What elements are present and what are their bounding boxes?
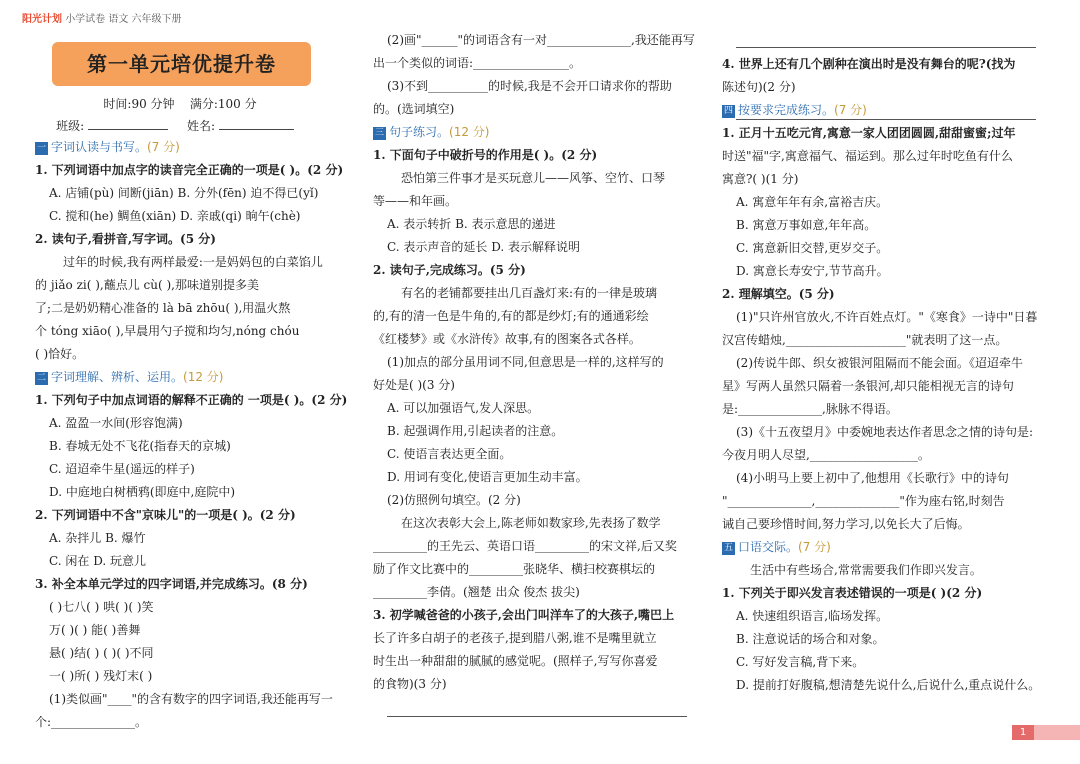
- question-text: 1. 下面句子中破折号的作用是( )。(2 分): [373, 148, 598, 162]
- text-line: A. 快速组织语言,临场发挥。: [736, 609, 889, 623]
- text-line: D. 用词有变化,使语言更加生动丰富。: [387, 470, 588, 484]
- section-number: 一: [36, 143, 46, 153]
- section-number: 四: [723, 106, 733, 116]
- column-2: [373, 29, 693, 696]
- text-line: 陈述句)(2 分): [722, 80, 796, 94]
- exam-meta: [0, 95, 360, 112]
- section-title: 字词理解、辨析、运用。: [51, 370, 184, 384]
- text-line: C. 迢迢牵牛星(遥远的样子): [49, 462, 195, 476]
- column-1: [35, 136, 355, 734]
- text-line: ( )恰好。: [35, 347, 85, 361]
- section-points: (12 分): [449, 125, 490, 139]
- text-line: C. 写好发言稿,背下来。: [736, 655, 865, 669]
- text-line: B. 起强调作用,引起读者的注意。: [387, 424, 564, 438]
- text-line: (4)小明马上要上初中了,他想用《长歌行》中的诗句: [736, 471, 1009, 485]
- text-line: 过年的时候,我有两样最爱:一是妈妈包的白菜馅儿: [63, 255, 323, 269]
- page-number-badge: [1012, 725, 1080, 740]
- text-line: 有名的老铺都要挂出几百盏灯来:有的一律是玻璃: [401, 286, 658, 300]
- text-line: 的食物)(3 分): [373, 677, 447, 691]
- question-text: 1. 下列词语中加点字的读音完全正确的一项是( )。(2 分): [35, 163, 344, 177]
- class-label: 班级:: [56, 119, 85, 133]
- student-info: [0, 117, 355, 134]
- text-line: (1)"只许州官放火,不许百姓点灯。"《寒食》一诗中"日暮: [736, 310, 1038, 324]
- section-heading: [35, 136, 355, 159]
- question-text: 3. 补全本单元学过的四字词语,并完成练习。(8 分): [35, 577, 308, 591]
- text-line: A. 杂拌儿 B. 爆竹: [49, 531, 146, 545]
- text-line: C. 闲在 D. 玩意儿: [49, 554, 147, 568]
- text-line: 在这次表彰大会上,陈老师如数家珍,先表扬了数学: [401, 516, 661, 530]
- page-number: 1: [1012, 725, 1034, 740]
- text-line: A. 可以加强语气,发人深思。: [387, 401, 540, 415]
- text-line: (3)不到__________的时候,我是不会开口请求你的帮助: [387, 79, 672, 93]
- text-line: 等——和年画。: [373, 194, 458, 208]
- text-line: (2)仿照例句填空。(2 分): [387, 493, 521, 507]
- question-text: 3. 初学喊爸爸的小孩子,会出门叫洋车了的大孩子,嘴巴上: [373, 608, 675, 622]
- text-line: 了;二是奶奶精心准备的 là bā zhōu( ),用温火熬: [35, 301, 291, 315]
- question-text: 1. 下列句子中加点词语的解释不正确的 一项是( )。(2 分): [35, 393, 348, 407]
- text-line: _________李倩。(翘楚 出众 俊杰 拔尖): [373, 585, 580, 599]
- text-line: (2)画"______"的词语含有一对______________,我还能再写: [387, 33, 695, 47]
- question-text: 2. 理解填空。(5 分): [722, 287, 835, 301]
- text-line: D. 寓意长寿安宁,节节高升。: [736, 264, 889, 278]
- header-text: 小学试卷 语文 六年级下册: [65, 14, 182, 25]
- text-line: 时送"福"字,寓意福气、福运到。那么过年时吃鱼有什么: [722, 149, 1013, 163]
- text-line: _________的王先云、英语口语_________的宋文祥,后又奖: [373, 539, 677, 553]
- text-line: B. 春城无处不飞花(指春天的京城): [49, 439, 231, 453]
- text-line: D. 提前打好腹稿,想清楚先说什么,后说什么,重点说什么。: [736, 678, 1041, 692]
- text-line: 星》写两人虽然只隔着一条银河,却只能相视无言的诗句: [722, 379, 1014, 393]
- text-line: B. 寓意万事如意,年年高。: [736, 218, 877, 232]
- text-line: C. 使语言表达更全面。: [387, 447, 512, 461]
- text-line: 汉宫传蜡烛,____________________"就表明了这一点。: [722, 333, 1008, 347]
- text-line: 恐怕第三件事才是买玩意儿——风筝、空竹、口琴: [401, 171, 666, 185]
- text-line: "______________,______________"作为座右铭,时刻告: [722, 494, 1005, 508]
- text-line: A. 寓意年年有余,富裕吉庆。: [736, 195, 889, 209]
- section-heading: [722, 536, 1042, 559]
- text-line: C. 寓意新旧交替,更岁交子。: [736, 241, 889, 255]
- text-line: A. 盈盈一水间(形容饱满): [49, 416, 183, 430]
- question-text: 1. 下列关于即兴发言表述错误的一项是( )(2 分): [722, 586, 983, 600]
- text-line: 好处是( )(3 分): [373, 378, 455, 392]
- question-text: 4. 世界上还有几个剧种在演出时是没有舞台的呢?(找为: [722, 57, 1016, 71]
- section-title: 按要求完成练习。: [738, 103, 835, 117]
- text-line: 长了许多白胡子的老孩子,提到腊八粥,谁不是嘴里就立: [373, 631, 657, 645]
- section-points: (7 分): [834, 103, 867, 117]
- text-line: 诫自己要珍惜时间,努力学习,以免长大了后悔。: [722, 517, 970, 531]
- question-text: 2. 读句子,完成练习。(5 分): [373, 263, 526, 277]
- name-field[interactable]: [219, 129, 294, 130]
- text-line: 一( )所( ) 残灯末( ): [49, 669, 153, 683]
- section-title: 句子练习。: [389, 125, 450, 139]
- text-line: 悬( )结( ) ( )( )不同: [49, 646, 154, 660]
- text-line: 《红楼梦》或《水浒传》故事,有的图案各式各样。: [373, 332, 641, 346]
- text-line: 出一个类似的词语:________________。: [373, 56, 582, 70]
- section-number: 二: [36, 373, 46, 383]
- text-line: (3)《十五夜望月》中委婉地表达作者思念之情的诗句是:: [736, 425, 1034, 439]
- text-line: 的 jiǎo zi( ),蘸点儿 cù( ),那味道别提多美: [35, 278, 259, 292]
- text-line: 时生出一种甜甜的腻腻的感觉呢。(照样子,写写你喜爱: [373, 654, 658, 668]
- question-text: 2. 下列词语中不含"京味儿"的一项是( )。(2 分): [35, 508, 296, 522]
- section-number: 三: [374, 128, 384, 138]
- section-points: (7 分): [147, 140, 180, 154]
- time-info: 时间:90 分钟: [103, 97, 175, 111]
- text-line: 励了作文比赛中的_________张晓华、横扫校赛棋坛的: [373, 562, 656, 576]
- section-points: (12 分): [183, 370, 224, 384]
- text-line: 的,有的清一色是牛角的,有的都是纱灯;有的通通彩绘: [373, 309, 649, 323]
- question-text: 2. 读句子,看拼音,写字词。(5 分): [35, 232, 216, 246]
- text-line: 是:______________,脉脉不得语。: [722, 402, 898, 416]
- text-line: A. 表示转折 B. 表示意思的递进: [387, 217, 556, 231]
- section-points: (7 分): [798, 540, 831, 554]
- text-line: 生活中有些场合,常常需要我们作即兴发言。: [750, 563, 982, 577]
- text-line: (1)加点的部分虽用词不同,但意思是一样的,这样写的: [387, 355, 664, 369]
- section-number: 五: [723, 543, 733, 553]
- question-text: 1. 正月十五吃元宵,寓意一家人团团圆圆,甜甜蜜蜜;过年: [722, 126, 1016, 140]
- score-info: 满分:100 分: [189, 97, 257, 111]
- text-line: 万( )( ) 能( )善舞: [49, 623, 141, 637]
- answer-line[interactable]: [736, 47, 1036, 48]
- text-line: (1)类似画"____"的含有数字的四字词语,我还能再写一: [49, 692, 333, 706]
- text-line: (2)传说牛郎、织女被银河阻隔而不能会面。《迢迢牵牛: [736, 356, 1024, 370]
- text-line: A. 店铺(pù) 间断(jiān) B. 分外(fēn) 迫不得已(yǐ): [49, 186, 319, 200]
- brand-logo: 阳光计划: [22, 14, 62, 25]
- section-title: 口语交际。: [738, 540, 799, 554]
- text-line: 的。(选词填空): [373, 102, 455, 116]
- class-field[interactable]: [88, 129, 168, 130]
- column-3: [722, 53, 1042, 697]
- text-line: D. 中庭地白树栖鸦(即庭中,庭院中): [49, 485, 236, 499]
- name-label: 姓名:: [187, 119, 216, 133]
- page-header: [22, 10, 182, 25]
- text-line: B. 注意说话的场合和对象。: [736, 632, 885, 646]
- text-line: ( )七八( ) 哄( )( )笑: [49, 600, 154, 614]
- answer-line[interactable]: [387, 716, 687, 717]
- text-line: 今夜月明人尽望,__________________。: [722, 448, 930, 462]
- page-title: 第一单元培优提升卷: [52, 42, 311, 86]
- text-line: C. 表示声音的延长 D. 表示解释说明: [387, 240, 581, 254]
- section-title: 字词认读与书写。: [51, 140, 148, 154]
- text-line: 个:______________。: [35, 715, 148, 729]
- text-line: C. 搅和(he) 鲷鱼(xiān) D. 亲戚(qi) 晌午(chè): [49, 209, 301, 223]
- text-line: 寓意?( )(1 分): [722, 172, 799, 186]
- section-heading: [373, 121, 693, 144]
- answer-line[interactable]: [736, 119, 1036, 120]
- text-line: 个 tóng xiāo( ),早晨用勺子搅和均匀,nóng chóu: [35, 324, 300, 338]
- section-heading: [35, 366, 355, 389]
